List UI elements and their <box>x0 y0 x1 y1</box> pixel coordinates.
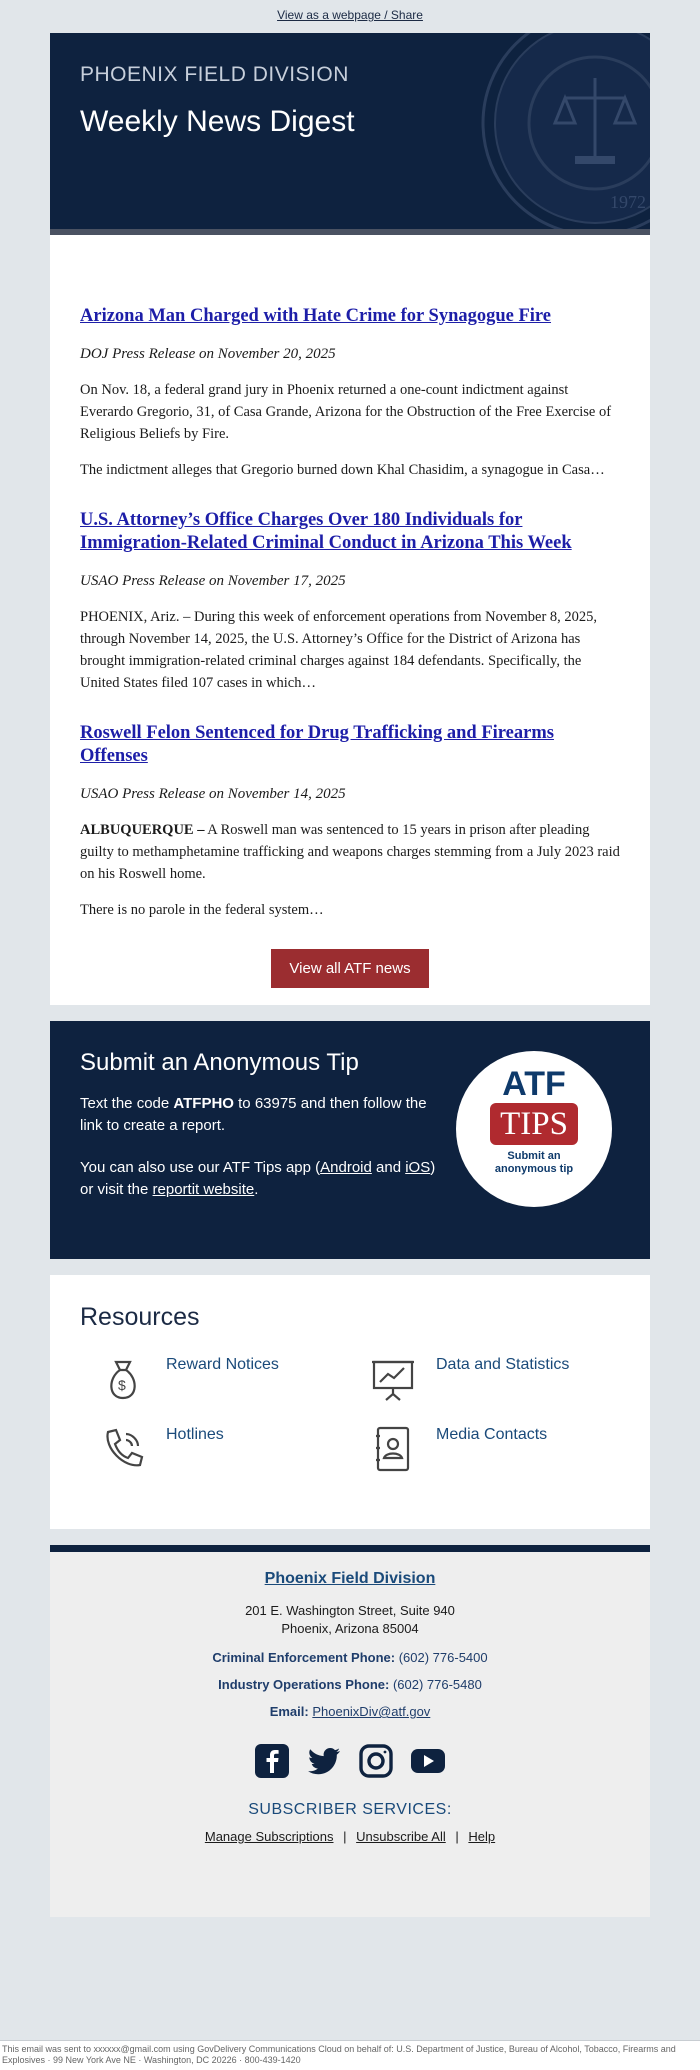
social-links <box>70 1743 630 1779</box>
article-heading <box>80 305 620 328</box>
criminal-label: Criminal Enforcement Phone: <box>212 1650 396 1665</box>
address <box>70 1602 630 1638</box>
criminal-phone-line <box>70 1650 630 1665</box>
unsubscribe-all-link[interactable]: Unsubscribe All <box>356 1829 446 1844</box>
svg-text:1972: 1972 <box>610 192 646 212</box>
view-as-webpage-link[interactable]: View as a webpage / Share <box>277 8 423 22</box>
news-article <box>80 722 620 921</box>
hotlines-link[interactable]: Hotlines <box>166 1426 224 1443</box>
footer-org <box>70 1570 630 1588</box>
page-title: Weekly News Digest <box>80 105 355 138</box>
and-text: and <box>371 1159 406 1176</box>
subscriber-services-heading: SUBSCRIBER SERVICES: <box>248 1801 452 1818</box>
facebook-icon[interactable] <box>254 1743 290 1779</box>
badge-subtext <box>456 1150 612 1176</box>
industry-label: Industry Operations Phone: <box>218 1677 390 1692</box>
resource-item[interactable] <box>350 1424 620 1474</box>
article-meta: USAO Press Release on November 17, 2025 <box>80 573 346 589</box>
twitter-icon[interactable] <box>306 1743 342 1779</box>
article-meta: DOJ Press Release on November 20, 2025 <box>80 346 336 362</box>
tip-app-text-c: . <box>254 1181 259 1198</box>
news-article <box>80 509 620 694</box>
email-label: Email: <box>269 1704 309 1719</box>
delivery-disclaimer: This email was sent to xxxxxx@gmail.com using GovDelivery Communications Cloud on behalf of: U.S. Department of Justice, Bureau of Alcohol, Tobacco, Firearms and Explosives · 99 New York Ave NE · Washington, DC 20226 · 800-439-1420 <box>0 2040 700 2070</box>
news-section <box>50 235 650 1005</box>
criminal-phone: (602) 776-5400 <box>395 1650 488 1665</box>
phone-icon <box>98 1424 148 1474</box>
article-text: A Roswell man was sentenced to 15 years in prison after pleading guilty to methamphetamine trafficking and weapons charges stemming from a July 2023 raid on his Roswell home. <box>80 822 620 882</box>
article-title-link[interactable]: U.S. Attorney’s Office Charges Over 180 Individuals for Immigration-Related Criminal Conduct in Arizona This Week <box>80 510 572 553</box>
industry-phone-line <box>70 1677 630 1692</box>
article-meta: USAO Press Release on November 14, 2025 <box>80 786 346 802</box>
article-heading <box>80 509 620 555</box>
email-link[interactable]: PhoenixDiv@atf.gov <box>312 1704 431 1719</box>
resources-section <box>50 1275 650 1529</box>
data-statistics-link[interactable]: Data and Statistics <box>436 1356 570 1373</box>
manage-subscriptions-link[interactable]: Manage Subscriptions <box>204 1829 334 1844</box>
separator: | <box>455 1829 459 1844</box>
tip-app-text-b: ) or visit the <box>80 1159 436 1198</box>
article-heading <box>80 722 620 768</box>
presentation-chart-icon <box>368 1354 418 1404</box>
separator: | <box>343 1829 347 1844</box>
media-contacts-link[interactable]: Media Contacts <box>436 1426 548 1443</box>
help-link[interactable]: Help <box>468 1829 496 1844</box>
footer <box>50 1545 650 1917</box>
article-paragraph: There is no parole in the federal system… <box>80 902 324 918</box>
article-paragraph: The indictment alleges that Gregorio burned down Khal Chasidim, a synagogue in Casa… <box>80 462 605 478</box>
resource-item[interactable] <box>80 1354 350 1404</box>
anonymous-tip-section <box>50 1021 650 1259</box>
address-line-2: Phoenix, Arizona 85004 <box>281 1621 419 1636</box>
subscriber-links <box>70 1829 630 1844</box>
atf-tips-logo[interactable] <box>456 1051 612 1207</box>
money-bag-icon <box>98 1354 148 1404</box>
article-paragraph: On Nov. 18, a federal grand jury in Phoenix returned a one-count indictment against Everardo Gregorio, 31, of Casa Grande, Arizona for the Obstruction of the Free Exercise of Religious Beliefs by Fire. <box>80 382 612 442</box>
reward-notices-link[interactable]: Reward Notices <box>166 1356 279 1373</box>
division-kicker: PHOENIX FIELD DIVISION <box>80 63 349 86</box>
top-bar <box>0 0 700 33</box>
tip-heading: Submit an Anonymous Tip <box>80 1049 359 1076</box>
article-title-link[interactable]: Arizona Man Charged with Hate Crime for Synagogue Fire <box>80 306 552 326</box>
badge-tips-text: TIPS <box>490 1103 578 1145</box>
badge-sub1: Submit an <box>507 1150 561 1162</box>
tip-app-text <box>80 1157 440 1201</box>
digest-header <box>50 33 650 235</box>
resources-heading: Resources <box>80 1303 200 1331</box>
view-all-news-button[interactable]: View all ATF news <box>271 949 428 988</box>
tip-code: ATFPHO <box>173 1095 234 1112</box>
tip-text <box>80 1093 440 1137</box>
ios-link[interactable]: iOS <box>405 1159 431 1176</box>
dateline: ALBUQUERQUE – <box>80 822 205 838</box>
atf-seal-icon <box>480 33 650 235</box>
badge-sub2: anonymous tip <box>494 1163 574 1175</box>
email-line <box>70 1704 630 1719</box>
address-line-1: 201 E. Washington Street, Suite 940 <box>245 1603 455 1618</box>
tip-text-a: Text the code <box>80 1095 174 1112</box>
article-paragraph <box>80 819 620 885</box>
resource-item[interactable] <box>350 1354 620 1404</box>
news-article <box>80 305 620 481</box>
tip-text-b: to 63975 and then follow the link to create a report. <box>80 1095 427 1134</box>
badge-atf-text: ATF <box>502 1065 566 1103</box>
resource-item[interactable] <box>80 1424 350 1474</box>
instagram-icon[interactable] <box>358 1743 394 1779</box>
reportit-link[interactable]: reportit website <box>152 1181 255 1198</box>
svg-text:$: $ <box>118 1377 126 1393</box>
youtube-icon[interactable] <box>410 1743 446 1779</box>
org-link[interactable]: Phoenix Field Division <box>264 1570 436 1587</box>
article-paragraph: PHOENIX, Ariz. – During this week of enforcement operations from November 8, 2025, through November 14, 2025, the U.S. Attorney’s Office for the District of Arizona has brought immigration-related criminal charges against 184 defendants. Specifically, the United States filed 107 cases in which… <box>80 609 598 691</box>
android-link[interactable]: Android <box>320 1159 372 1176</box>
contact-book-icon <box>368 1424 418 1474</box>
industry-phone: (602) 776-5480 <box>389 1677 482 1692</box>
article-title-link[interactable]: Roswell Felon Sentenced for Drug Trafficking and Firearms Offenses <box>80 723 554 766</box>
tip-app-text-a: You can also use our ATF Tips app ( <box>80 1159 321 1176</box>
